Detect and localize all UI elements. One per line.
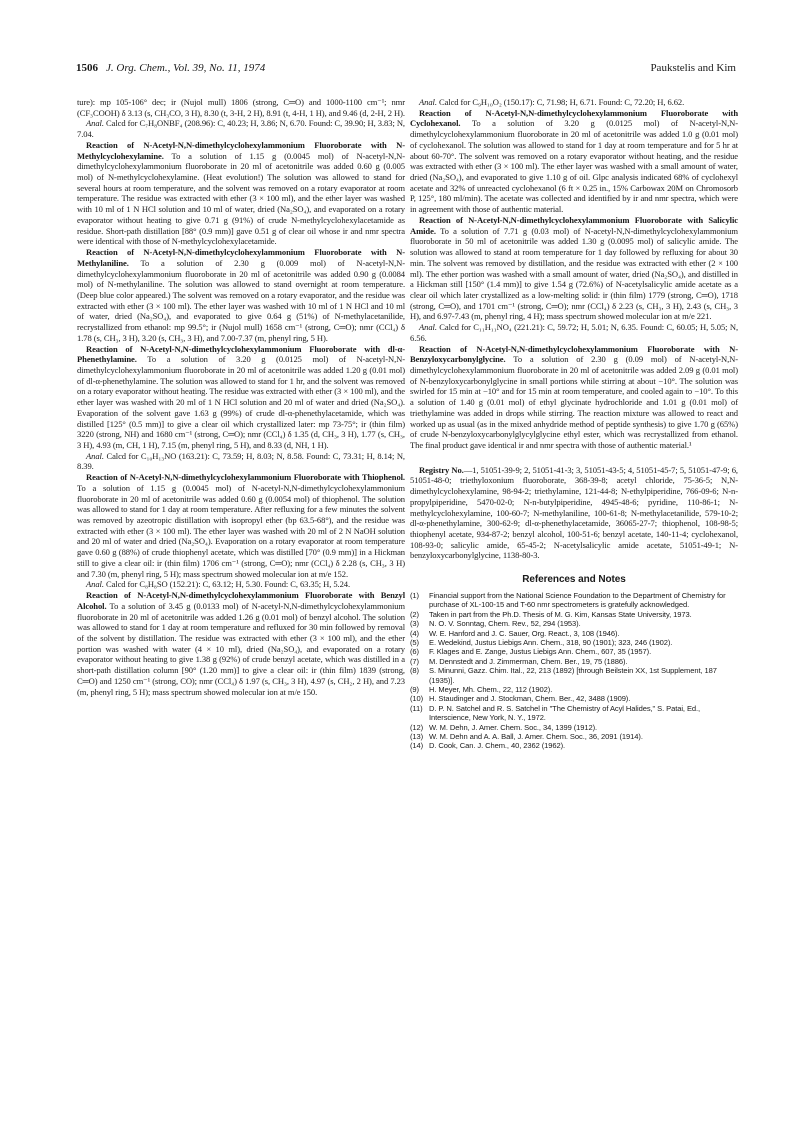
reaction-paragraph bbox=[410, 344, 738, 451]
reaction-heading: Reaction of N-Acetyl-N,N-dimethylcyclohexylammonium Fluoroborate with Cyclohexanol. bbox=[410, 107, 738, 129]
analysis-paragraph bbox=[410, 322, 738, 343]
reference-item bbox=[410, 694, 738, 703]
running-authors: Paukstelis and Kim bbox=[650, 62, 736, 74]
reference-item bbox=[410, 619, 738, 628]
page-header bbox=[76, 62, 736, 78]
right-column bbox=[410, 97, 738, 751]
analysis-text: Calcd for C₇H₈ONBF₄ (208.96): C, 40.23; H, 3.86; N, 6.70. Found: C, 39.90; H, 3.83; N, 7.04. bbox=[77, 118, 405, 140]
reference-number: (8) bbox=[410, 666, 419, 676]
analysis-text: Calcd for C₁₀H₁₃NO (163.21): C, 73.59; H, 8.03; N, 8.58. Found: C, 73.31; H, 8.14; N, 8.39. bbox=[77, 450, 405, 472]
reference-text: W. M. Dehn, J. Amer. Chem. Soc., 34, 1399 (1912). bbox=[429, 722, 598, 732]
reference-number: (1) bbox=[410, 590, 419, 600]
reaction-heading: Reaction of N-Acetyl-N,N-dimethylcyclohexylammonium Fluoroborate with dl-α-Phenethylamine. bbox=[77, 343, 405, 365]
reference-text: N. O. V. Sonntag, Chem. Rev., 52, 294 (1953). bbox=[429, 619, 581, 629]
analysis-text: Calcd for C₁₁H₁₁NO₄ (221.21): C, 59.72; H, 5.01; N, 6.35. Found: C, 60.05; H, 5.05; N, 6.56. bbox=[410, 322, 738, 343]
reaction-text: To a solution of 7.71 g (0.03 mol) of N-acetyl-N,N-dimethylcyclohexylammonium fluoroborate in 50 ml of acetonitrile was added 1.30 g (0.0095 mol) of salicylic amide. The solution was allowed to stand at room temperature for 1 day followed by refluxing for about 30 min. The solvent was removed by distillation, and the residue was extracted with ether (2 × 100 ml). The ether portion was washed with a small amount of water, dried (Na₂SO₄), and distilled in a Hickman still [150° (1.4 mm)] to give 1.54 g (72.6%) of N-acetylsalicylic amide acetate as a clear oil which later crystallized as a low-melting solid: ir (thin film) 1779 (strong, C═O), 1718 (strong, C═O), and 1701 cm⁻¹ (strong, C═O); nmr (CCl₄) δ 2.23 (s, CH₃, 3 H), 2.43 (s, CH₃, 3 H), and 6.97-7.43 (m, phenyl ring, 4 H); mass spectrum showed molecular ion at m/e 221. bbox=[410, 225, 738, 322]
reference-number: (5) bbox=[410, 637, 419, 647]
analysis-paragraph bbox=[410, 97, 738, 108]
reference-text: Taken in part from the Ph.D. Thesis of M. G. Kim, Kansas State University, 1973. bbox=[429, 609, 692, 619]
reaction-paragraph bbox=[77, 472, 405, 579]
reference-item bbox=[410, 629, 738, 638]
reference-item bbox=[410, 666, 738, 685]
journal-citation: J. Org. Chem., Vol. 39, No. 11, 1974 bbox=[106, 62, 266, 74]
analysis-paragraph bbox=[77, 118, 405, 139]
reference-number: (13) bbox=[410, 732, 424, 741]
analysis-label: Anal. bbox=[419, 322, 437, 333]
page-number: 1506 bbox=[76, 62, 98, 74]
reference-text: D. Cook, Can. J. Chem., 40, 2362 (1962). bbox=[429, 741, 566, 751]
reference-number: (4) bbox=[410, 628, 419, 638]
reference-item bbox=[410, 610, 738, 619]
reaction-paragraph bbox=[410, 215, 738, 322]
reference-number: (9) bbox=[410, 684, 419, 694]
reaction-heading: Reaction of N-Acetyl-N,N-dimethylcyclohexylammonium Fluoroborate with N-Benzyloxycarbonylglycine. bbox=[410, 343, 738, 365]
reference-number: (14) bbox=[410, 741, 424, 751]
reference-number: (11) bbox=[410, 703, 423, 713]
reference-number: (6) bbox=[410, 647, 419, 657]
reference-number: (12) bbox=[410, 722, 424, 732]
reference-item bbox=[410, 723, 738, 732]
reaction-text: To a solution of 2.30 g (0.09 mol) of N-acetyl-N,N-dimethylcyclohexylammonium fluoroborate in 20 ml of acetonitrile was added 2.09 g (0.01 mol) of N-benzyloxycarbonylglycine in small portions while stirring at about −10°. The solution was swirled for 15 min at −10° and for 15 min at room temperature, and cooled again to −10°. To this a solution of 1.40 g (0.01 mol) of ethyl glycinate hydrochloride and 1.01 g (0.01 mol) of triethylamine was added in drops while stirring. The reaction mixture was allowed to react and worked up as usual (as in the mixed anhydride method of peptide synthesis) to give 1.70 g (65%) of crude N-benzyloxycarbonylglycylglycine ethyl ester, which was recrystallized from ethanol. The final product gave identical ir and nmr spectra with those of authentic material.¹ bbox=[410, 354, 738, 450]
reaction-heading: Reaction of N-Acetyl-N,N-dimethylcyclohexylammonium Fluoroborate with N-Methylcyclohexylamine. bbox=[77, 139, 405, 161]
reaction-heading: Reaction of N-Acetyl-N,N-dimethylcyclohexylammonium Fluoroborate with Salicylic Amide. bbox=[410, 214, 738, 236]
reference-number: (10) bbox=[410, 694, 424, 704]
reference-number: (2) bbox=[410, 609, 419, 619]
reference-text: H. Meyer, Mh. Chem., 22, 112 (1902). bbox=[429, 684, 553, 694]
reference-number: (7) bbox=[410, 656, 419, 666]
analysis-text: Calcd for C₈H₈SO (152.21): C, 63.12; H, 5.30. Found: C, 63.35; H, 5.24. bbox=[103, 579, 351, 590]
analysis-label: Anal. bbox=[86, 579, 104, 590]
reference-text: F. Klages and E. Zange, Justus Liebigs Ann. Chem., 607, 35 (1957). bbox=[429, 647, 652, 657]
reaction-paragraph bbox=[77, 590, 405, 697]
reference-text: S. Minunni, Gazz. Chim. Ital., 22, 213 (1892) [through Beilstein XX, 1st Supplement, 187 (1935)]. bbox=[429, 666, 717, 685]
reaction-text: To a solution of 3.20 g (0.0125 mol) of N-acetyl-N,N-dimethylcyclohexylammonium fluoroborate in 20 ml of acetonitrile was added 1.0 g (0.01 mol) of cyclohexanol. The solution was allowed to stand for 1 day at room temperature and for 5 hr at about 60-70°. The solvent was removed on a rotary evaporator without heating, and the residue was extracted with ether (3 × 100 ml). The ether layer was washed with a small amount of water, dried (Na₂SO₄), and evaporated to give 1.10 g of oil. Glpc analysis indicated 68% of cyclohexyl acetate and 32% of unreacted cyclohexanol (6 ft × 0.25 in., 15% Carbowax 20M on Chromosorb P, 125°, 180 ml/min). The acetate was collected and identified by ir and nmr spectra, which were in agreement with those of authentic material. bbox=[410, 118, 738, 215]
reference-item bbox=[410, 704, 738, 723]
reference-text: M. Dennstedt and J. Zimmerman, Chem. Ber., 19, 75 (1886). bbox=[429, 656, 628, 666]
reaction-heading: Reaction of N-Acetyl-N,N-dimethylcyclohexylammonium Fluoroborate with Thiophenol. bbox=[86, 472, 405, 483]
registry-label: Registry No. bbox=[419, 464, 464, 475]
reaction-text: To a solution of 3.45 g (0.0133 mol) of N-acetyl-N,N-dimethylcyclohexylammonium fluoroborate in 20 ml of acetonitrile was added 1.26 g (0.01 mol) of benzyl alcohol. The solution was allowed to stand for 1 day at room temperature and refluxed for 30 min followed by removal of the solvent by distillation. The residue was extracted with ether (3 × 100 ml), and the ether portion was washed with water (4 × 10 ml), dried (Na₂SO₄), and evaporated on a rotary evaporator without heating to give 1.38 g (92%) of crude benzyl acetate, which was distilled in a short-path distillation column [90° (1.20 mm)] to give a clear oil: ir (thin film) 1839 (strong, C═O) and 1250 cm⁻¹ (strong, CO); nmr (CCl₄) δ 1.97 (s, CH₃, 3 H), 4.97 (s, CH₂, 2 H), and 7.23 (m, phenyl ring, 5 H); mass spectrum showed molecular ion at m/e 150. bbox=[77, 600, 405, 697]
registry-numbers bbox=[410, 465, 738, 561]
reference-item bbox=[410, 638, 738, 647]
reaction-text: To a solution of 1.15 g (0.0045 mol) of N-acetyl-N,N-dimethylcyclohexylammonium fluoroborate in 20 ml of acetonitrile was added 0.60 g (0.0054 mol) of thiophenol. The solution was allowed to stand for 1 day at room temperature. After refluxing for a few minutes the solvent was removed by azeotropic distillation with isopropyl ether (bp 63.5-68°), and the residue was extracted with ether (3 × 100 ml). The ether layer was washed with 20 ml of 2 N NaOH solution and 20 ml of water and dried (Na₂SO₄). Evaporation on a rotary evaporator at room temperature gave 0.60 g (88%) of crude thiophenyl acetate, which was distilled [70° (0.9 mm)] in a Hickman still to give a clear oil: ir (thin film) 1706 cm⁻¹ (strong, C═O); nmr (CCl₄) δ 2.28 (s, CH₃, 3 H) and 7.30 (m, phenyl ring, 5 H); mass spectrum showed molecular ion at m/e 152. bbox=[77, 482, 405, 579]
registry-text: —1, 51051-39-9; 2, 51051-41-3; 3, 51051-43-5; 4, 51051-45-7; 5, 51051-47-9; 6, 51051-48-0; triethyloxonium fluoroborate, 368-39-8; acetyl chloride, 75-36-5; N,N-dimethylcyclohexylamine, 98-94-2; triethylamine, 121-44-8; N-ethylpiperidine, 766-09-6; N-n-propylpiperidine, 5470-02-0; N-n-butylpiperidine, 4945-48-6; pyridine, 110-86-1; N-methylcyclohexylamine, 100-60-7; N-methylaniline, 100-61-8; N-methylacetanilide, 579-10-2; dl-α-phenethylamine, 300-62-9; dl-α-phenethylacetamide, 36065-27-7; thiophenol, 108-98-5; thiophenyl acetate, 934-87-2; benzyl alcohol, 100-51-6; benzyl acetate, 140-11-4; cyclohexanol, 108-93-0; salicylic amide, 65-45-2; N-acetylsalicylic amide acetate, 51051-49-1; N-benzyloxycarbonylglycine, 1138-80-3. bbox=[410, 464, 738, 561]
reference-item bbox=[410, 647, 738, 656]
analysis-label: Anal. bbox=[86, 450, 104, 461]
analysis-text: Calcd for C₉H₁₀O₂ (150.17): C, 71.98; H, 6.71. Found: C, 72.20; H, 6.62. bbox=[436, 97, 685, 107]
paragraph: ture): mp 105-106° dec; ir (Nujol mull) 1806 (strong, C═O) and 1000-1100 cm⁻¹; nmr (CF₃COOH) δ 3.13 (s, CH₃CO, 3 H), 8.30 (t, 3-H, 2 H), 8.91 (t, 4-H, 1 H), and 9.46 (d, 2-H, 2 H). bbox=[77, 97, 405, 118]
analysis-paragraph bbox=[77, 451, 405, 472]
reference-item bbox=[410, 657, 738, 666]
reaction-paragraph bbox=[77, 140, 405, 247]
reference-item bbox=[410, 741, 738, 750]
reaction-text: To a solution of 1.15 g (0.0045 mol) of N-acetyl-N,N-dimethylcyclohexylammonium fluoroborate in 20 ml of acetonitrile was added 0.60 g (0.005 mol) of N-methylcyclohexylamine. (Heat evolution!) The solution was allowed to stand for several hours at room temperature, and the solvent was removed on a rotary evaporator at room temperature. The residue was extracted with ether (3 × 100 ml), and the ether layer was washed with 10 ml of 1 N HCl solution and 10 ml of water, dried (Na₂SO₄), and evaporated on a rotary evaporator without heating to give 0.71 g (91%) of crude N-methylcyclohexylacetamide as residue. Short-path distillation [88° (0.9 mm)] gave 0.51 g of clear oil whose ir and nmr spectra were identical with those of N-methylcyclohexylacetamide. bbox=[77, 150, 405, 247]
reaction-heading: Reaction of N-Acetyl-N,N-dimethylcyclohexylammonium Fluoroborate with Benzyl Alcohol. bbox=[77, 590, 405, 611]
reaction-paragraph bbox=[77, 344, 405, 451]
reaction-text: To a solution of 2.30 g (0.009 mol) of N-acetyl-N,N-dimethylcyclohexylammonium fluoroborate in 20 ml of acetonitrile was added 0.90 g (0.0084 mol) of N-methylaniline. The solution was allowed to stand overnight at room temperature. (Deep blue color appeared.) The solvent was removed on a rotary evaporator, and the residue was extracted with ether (3 × 100 ml). The ether layer was washed with 10 ml of 1 N HCl and 10 ml of water, dried (Na₂SO₄), and evaporated to give 0.64 g (51%) of N-methylacetanilide, recrystallized from ethanol: mp 99.5°; ir (Nujol mull) 1658 cm⁻¹ (strong, C═O); nmr (CCl₄) δ 1.78 (s, CH₃, 3 H), 3.20 (s, CH₃, 3 H), and 7.00-7.37 (m, phenyl ring, 5 H). bbox=[77, 257, 405, 343]
reference-number: (3) bbox=[410, 619, 419, 629]
reaction-paragraph bbox=[410, 108, 738, 215]
references-title: References and Notes bbox=[522, 574, 626, 586]
reference-item bbox=[410, 685, 738, 694]
reference-text: W. E. Hanford and J. C. Sauer, Org. React., 3, 108 (1946). bbox=[429, 628, 620, 638]
reference-text: Financial support from the National Science Foundation to the Department of Chemistry for purchase of XL-100-15 and T-60 nmr spectrometers is gratefully acknowledged. bbox=[429, 590, 726, 610]
reaction-paragraph bbox=[77, 247, 405, 343]
analysis-label: Anal. bbox=[86, 118, 104, 129]
reaction-text: To a solution of 3.20 g (0.0125 mol) of N-acetyl-N,N-dimethylcyclohexylammonium fluoroborate in 20 ml of acetonitrile was added 1.20 g (0.01 mol) of dl-α-phenethylamine. The solution was allowed to stand for 1 hr, and the solvent was removed on a rotary evaporator without heating. The residue was extracted with ether (3 × 100 ml), and the ether layer was washed with 20 ml of 1 N HCl solution and 20 ml of water and dried (Na₂SO₄). Evaporation of the solvent gave 1.63 g (99%) of crude dl-α-phenethylacetamide, which was distilled [125° (0.5 mm)] to give a clear oil which crystallized later: mp 73-75°; ir (thin film) 3220 (strong, NH) and 1680 cm⁻¹ (strong, C═O); nmr (CCl₄) δ 1.35 (d, CH₃, 3 H), 1.77 (s, CH₃, 3 H), 4.93 (m, CH, 1 H), 7.15 (m, phenyl ring, 5 H), and 8.33 (d, NH, 1 H). bbox=[77, 354, 405, 450]
reference-item bbox=[410, 732, 738, 741]
reference-text: W. M. Dehn and A. A. Ball, J. Amer. Chem. Soc., 36, 2091 (1914). bbox=[429, 732, 643, 741]
reference-text: H. Staudinger and J. Stockman, Chem. Ber., 42, 3488 (1909). bbox=[429, 694, 631, 704]
reference-text: E. Wedekind, Justus Liebigs Ann. Chem., 318, 90 (1901); 323, 246 (1902). bbox=[429, 637, 673, 647]
reference-item bbox=[410, 591, 738, 610]
references-list bbox=[410, 591, 738, 751]
reaction-heading: Reaction of N-Acetyl-N,N-dimethylcyclohexylammonium Fluoroborate with N-Methylaniline. bbox=[77, 247, 405, 268]
left-column bbox=[77, 97, 405, 697]
analysis-paragraph bbox=[77, 579, 405, 590]
reference-text: D. P. N. Satchel and R. S. Satchel in "The Chemistry of Acyl Halides," S. Patai, Ed., Interscience, New York, N. Y., 1972. bbox=[429, 703, 701, 723]
analysis-label: Anal. bbox=[419, 97, 437, 107]
